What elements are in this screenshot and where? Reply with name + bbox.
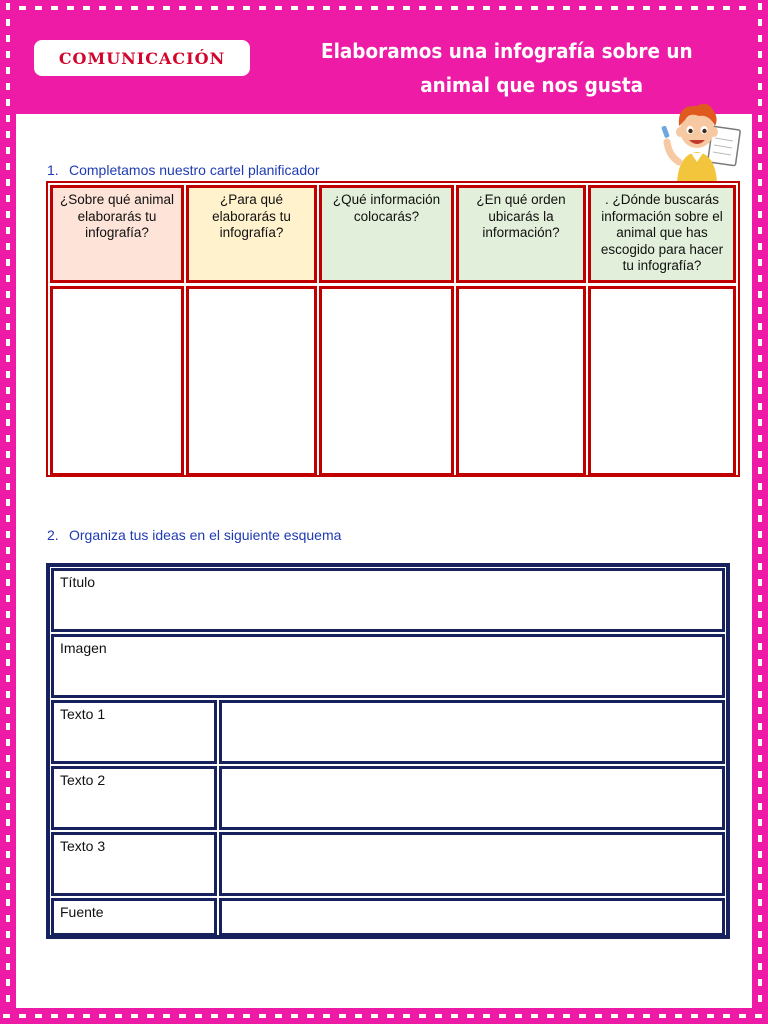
subject-badge: COMUNICACIÓN (34, 40, 250, 76)
page-title-line-2: animal que nos gusta (420, 73, 644, 97)
section-1-number: 1. (47, 162, 59, 178)
scheme-input-fuente[interactable] (219, 898, 725, 936)
scheme-label-imagen: Imagen (60, 640, 107, 656)
planner-header-4: ¿En qué orden ubicarás la información? (456, 185, 586, 283)
boy-with-chalk-and-board-icon (655, 96, 745, 182)
scheme-label-titulo: Título (60, 574, 96, 590)
frame-left-border (0, 0, 16, 1024)
infographic-scheme (46, 563, 730, 939)
scheme-input-texto3[interactable] (219, 832, 725, 896)
scheme-label-texto1: Texto 1 (60, 706, 106, 722)
section-1-heading (47, 162, 320, 178)
header-band (16, 16, 752, 114)
scheme-input-texto1[interactable] (219, 700, 725, 764)
scheme-row-titulo[interactable] (51, 568, 725, 632)
section-1-title: Completamos nuestro cartel planificador (69, 162, 320, 178)
scheme-label-texto2: Texto 2 (60, 772, 106, 788)
scheme-input-texto2[interactable] (219, 766, 725, 830)
frame-bottom-border (0, 1008, 768, 1024)
planner-header-5: . ¿Dónde buscarás información sobre el animal que has escogido para hacer tu infografía? (588, 185, 736, 283)
planner-header-2: ¿Para qué elaborarás tu infografía? (186, 185, 317, 283)
planner-header-1: ¿Sobre qué animal elaborarás tu infografía? (50, 185, 184, 283)
page-title-line-1: Elaboramos una infografía sobre un (321, 39, 693, 63)
scheme-label-cell-fuente (51, 898, 217, 936)
planner-answer-4[interactable] (456, 286, 586, 476)
frame-right-border (752, 0, 768, 1024)
section-2-number: 2. (47, 527, 59, 543)
scheme-label-texto3: Texto 3 (60, 838, 106, 854)
planner-answer-2[interactable] (186, 286, 317, 476)
planner-answer-5[interactable] (588, 286, 736, 476)
section-2-heading (47, 527, 341, 543)
scheme-label-cell-texto2 (51, 766, 217, 830)
section-2-title: Organiza tus ideas en el siguiente esquema (69, 527, 342, 543)
planner-header-3: ¿Qué información colocarás? (319, 185, 454, 283)
scheme-label-cell-texto1 (51, 700, 217, 764)
scheme-label-cell-texto3 (51, 832, 217, 896)
scheme-label-fuente: Fuente (60, 904, 104, 920)
planner-answer-1[interactable] (50, 286, 184, 476)
page-title (286, 34, 728, 102)
planner-table (46, 181, 740, 477)
frame-top-border (0, 0, 768, 16)
scheme-row-imagen[interactable] (51, 634, 725, 698)
planner-answer-3[interactable] (319, 286, 454, 476)
